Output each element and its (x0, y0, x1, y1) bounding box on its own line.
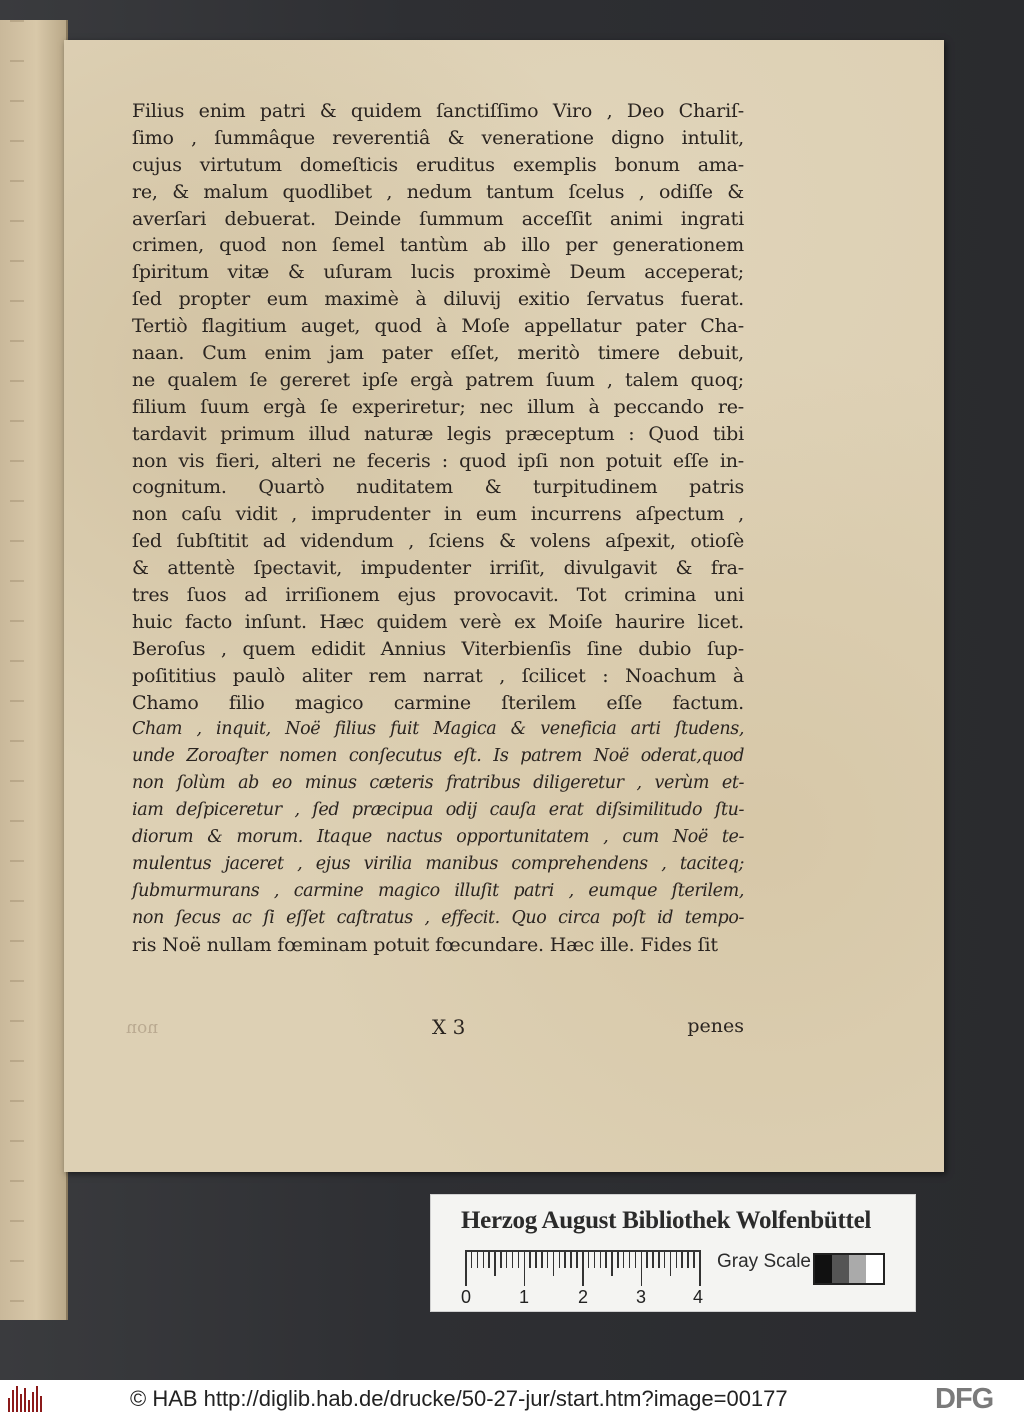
color-card (430, 1194, 916, 1312)
text-line: tres ſuos ad irriſionem ejus provocavit. Tot crimina uni (132, 584, 744, 607)
logo-bar (12, 1390, 14, 1412)
logo-bar (40, 1396, 42, 1412)
scale-ruler (465, 1250, 701, 1284)
ruler-tick (524, 1252, 526, 1286)
ruler-tick (570, 1252, 572, 1268)
ruler-tick (594, 1252, 596, 1268)
ruler-tick (629, 1252, 631, 1268)
logo-bar (32, 1392, 34, 1412)
text-line: tardavit primum illud naturæ legis præceptum : Quod tibi (132, 422, 744, 445)
text-line: filium ſuum ergà ſe experiretur; nec illum à peccando re- (132, 395, 744, 418)
ruler-tick (477, 1252, 479, 1268)
text-line: Chamo filio magico carmine ſterilem eſſe factum. (132, 691, 744, 714)
logo-bar (28, 1400, 30, 1412)
ruler-tick (488, 1252, 490, 1268)
ruler-tick (635, 1252, 637, 1268)
gray-scale-bar (813, 1253, 885, 1285)
text-line: ris Noë nullam fœminam potuit fœcundare. Hæc ille. Fides ſit (132, 933, 718, 956)
library-title: Herzog August Bibliothek Wolfenbüttel (461, 1207, 872, 1234)
ruler-number-3: 3 (636, 1287, 647, 1307)
logo-bar (24, 1388, 26, 1412)
ruler-tick (605, 1252, 607, 1268)
underlying-page-edge (0, 20, 68, 1320)
ruler-tick (600, 1252, 602, 1268)
text-line: mulentus jaceret , ejus virilia manibus comprehendens , taciteq; (132, 853, 744, 874)
gray-scale-label: Gray Scale (717, 1251, 811, 1272)
logo-bar (20, 1394, 22, 1412)
ruler-number-2: 2 (578, 1287, 589, 1307)
footer-copyright-link[interactable]: © HAB http://diglib.hab.de/drucke/50-27-jur/start.htm?image=00177 (130, 1386, 788, 1411)
ruler-tick (518, 1252, 520, 1268)
hab-logo-icon (8, 1386, 48, 1412)
ruler-tick (465, 1252, 467, 1286)
gray-swatch (866, 1255, 883, 1283)
text-line: ne qualem ſe gereret ipſe ergà patrem ſuum , talem quoq; (132, 368, 744, 391)
ruler-tick (699, 1252, 701, 1286)
ruler-tick (541, 1252, 543, 1268)
text-line: averſari debuerat. Deinde ſummum acceſſit animi ingrati (132, 207, 744, 230)
scanned-page (64, 40, 944, 1172)
text-line: re, & malum quodlibet , nedum tantum ſcelus , odiſſe & (132, 180, 744, 203)
bleed-through-text: non (126, 1018, 159, 1038)
ruler-tick (623, 1252, 625, 1268)
ruler-tick (687, 1252, 689, 1268)
text-line: ſed propter eum maximè à diluvij exitio ſervatus fuerat. (132, 288, 744, 311)
ruler-tick (512, 1252, 514, 1268)
ruler-tick (681, 1252, 683, 1268)
ruler-tick (576, 1252, 578, 1268)
text-line: Cham , inquit, Noë filius fuit Magica & veneficia arti ſtudens, (132, 719, 744, 740)
ruler-tick (693, 1252, 695, 1268)
ruler-tick (506, 1252, 508, 1268)
ruler-tick (547, 1252, 549, 1268)
ruler-number-0: 0 (461, 1287, 472, 1307)
text-line: non vis fieri, alteri ne feceris : quod ipſi non potuit eſſe in- (132, 449, 744, 472)
text-line: Tertiò flagitium auget, quod à Moſe appellatur pater Cha- (132, 315, 744, 338)
catchword: penes (687, 1015, 744, 1037)
ruler-tick (646, 1252, 648, 1268)
logo-bar (8, 1398, 10, 1412)
ruler-tick (658, 1252, 660, 1268)
text-line: non caſu vidit , imprudenter in eum incurrens aſpectum , (132, 503, 744, 526)
text-line: huic facto inſunt. Hæc quidem verè ex Moiſe haurire licet. (132, 610, 744, 633)
ruler-tick (611, 1252, 613, 1276)
text-line: ſpiritum vitæ & uſuram lucis proximè Deum acceperat; (132, 261, 744, 284)
ruler-tick (559, 1252, 561, 1268)
text-line: crimen, quod non ſemel tantùm ab illo per generationem (132, 234, 744, 257)
logo-bar (16, 1386, 18, 1412)
ruler-tick (471, 1252, 473, 1268)
text-line: unde Zoroaſter nomen conſecutus eſt. Is patrem Noë oderat,quod (132, 746, 744, 767)
text-line: ſed ſubſtitit ad videndum , ſciens & volens aſpexit, otioſè (132, 530, 744, 553)
text-line: cujus virtutum domeſticis eruditus exemplis bonum ama- (132, 153, 744, 176)
ruler-tick (500, 1252, 502, 1268)
text-line: Filius enim patri & quidem ſanctiſſimo Viro , Deo Chariſ- (132, 100, 744, 122)
text-line: & attentè ſpectavit, impudenter irriſit, divulgavit & fra- (132, 557, 744, 580)
footer-bar (0, 1380, 1024, 1419)
logo-bar (36, 1386, 38, 1412)
text-line: diorum & morum. Itaque nactus opportunitatem , cum Noë te- (132, 827, 744, 848)
ruler-tick (664, 1252, 666, 1268)
text-line: naan. Cum enim jam pater eſſet, meritò timere debuit, (132, 342, 744, 365)
ruler-tick (483, 1252, 485, 1268)
ruler-tick (564, 1252, 566, 1268)
gray-swatch (815, 1255, 832, 1283)
ruler-tick (535, 1252, 537, 1268)
text-line: non ſolùm ab eo minus cæteris fratribus diligeretur , verùm et- (132, 773, 744, 794)
page-footer-row (132, 1015, 744, 1045)
ruler-tick (676, 1252, 678, 1268)
ruler-tick (588, 1252, 590, 1268)
ruler-tick (641, 1252, 643, 1286)
text-line: poſititius paulò aliter rem narrat , ſcilicet : Noachum à (132, 664, 744, 687)
ruler-number-1: 1 (519, 1287, 530, 1307)
text-line: Beroſus , quem edidit Annius Viterbienſis ſine dubio ſup- (132, 637, 744, 660)
signature-mark: X 3 (432, 1015, 466, 1039)
text-line: non ſecus ac ſi eſſet caſtratus , effecit. Quo circa poſt id tempo- (132, 907, 744, 928)
ruler-tick (582, 1252, 584, 1286)
text-line: ſubmurmurans , carmine magico illuſit patri , eumque ſterilem, (132, 880, 744, 901)
ruler-tick (553, 1252, 555, 1276)
ruler-number-4: 4 (693, 1287, 704, 1307)
ruler-tick (617, 1252, 619, 1268)
ruler-tick (670, 1252, 672, 1276)
ruler-tick (652, 1252, 654, 1268)
ruler-tick (529, 1252, 531, 1268)
page-text-block (132, 98, 744, 959)
text-line: iam deſpiceretur , ſed præcipua odij cauſa erat diſsimilitudo ſtu- (132, 800, 744, 821)
gray-swatch (849, 1255, 866, 1283)
text-line: cognitum. Quartò nuditatem & turpitudinem patris (132, 476, 744, 499)
dfg-logo: DFG (935, 1383, 994, 1415)
text-line: ſimo , ſummâque reverentiâ & veneratione digno intulit, (132, 126, 744, 149)
ruler-tick (494, 1252, 496, 1276)
gray-swatch (832, 1255, 849, 1283)
